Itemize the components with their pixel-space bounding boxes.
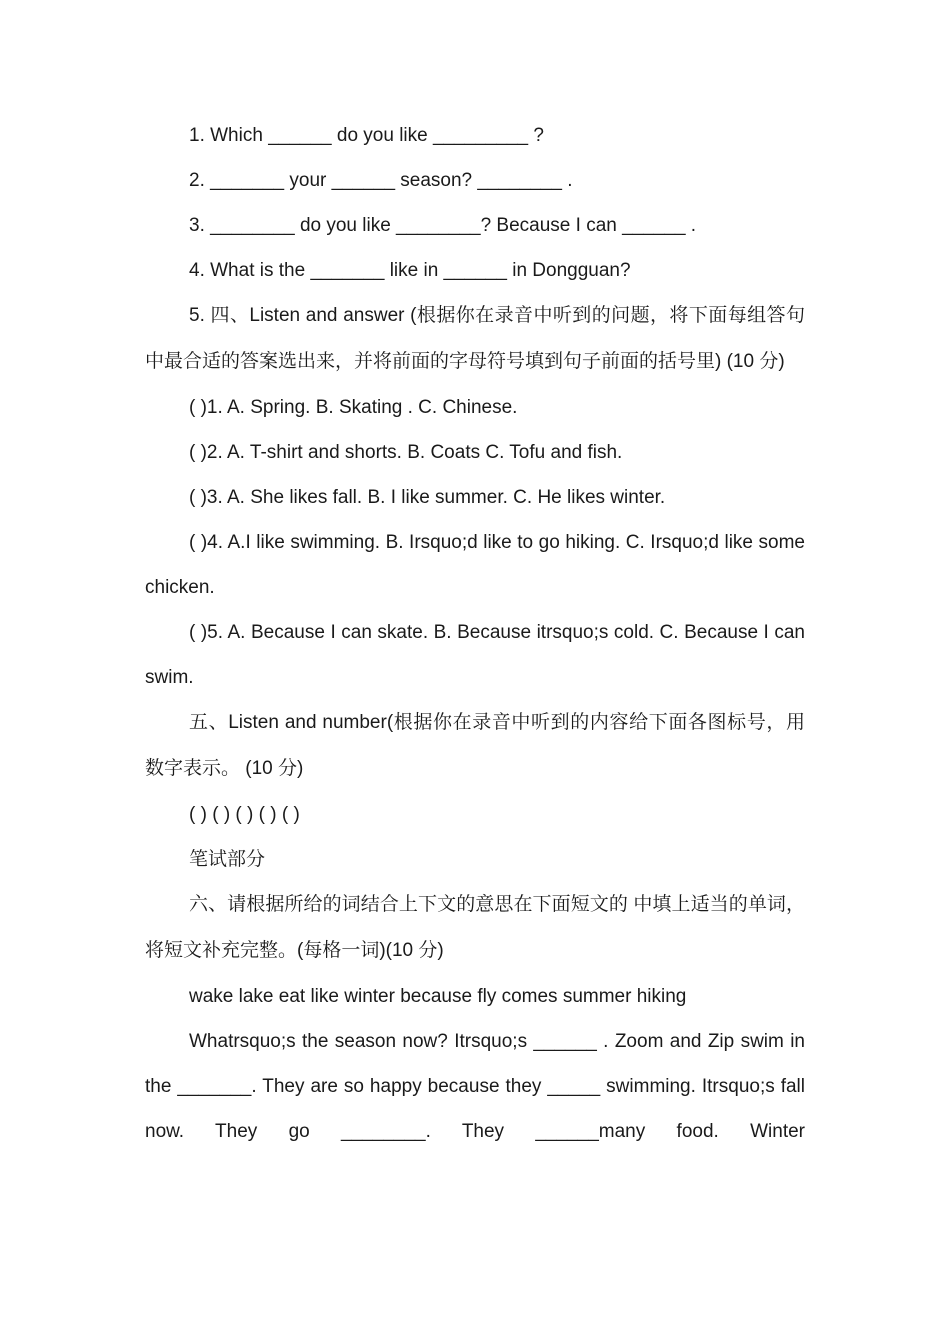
question-2: 2. _______ your ______ season? ________ . [189,170,573,191]
written-part-heading: 笔试部分 [189,849,266,870]
answer-option-2: ( )2. A. T-shirt and shorts. B. Coats C. Tofu and fish. [189,442,623,463]
section-4-heading: 5. 四、Listen and answer (根据你在录音中听到的问题，将下面每组答句中最合适的答案选出来，并将前面的字母符号填到句子前面的括号里) (10 分) [145,305,805,372]
section-6-heading: 六、请根据所给的词结合上下文的意思在下面短文的 中填上适当的单词，将短文补充完整。(每格一词)(10 分) [145,894,805,961]
answer-option-4: ( )4. A.I like swimming. B. Irsquo;d like to go hiking. C. Irsquo;d like some chicken. [145,532,805,598]
section-5-heading: 五、Listen and number(根据你在录音中听到的内容给下面各图标号，用数字表示。 (10 分) [145,712,805,779]
cloze-passage: Whatrsquo;s the season now? Itrsquo;s ______ . Zoom and Zip swim in the _______. They are so happy because they _____ swimming. Itrsquo;s fall now. They go ________. They ______many food. Winter [145,1031,805,1142]
answer-option-1: ( )1. A. Spring. B. Skating . C. Chinese. [189,397,518,418]
question-4: 4. What is the _______ like in ______ in Dongguan? [189,260,631,281]
numbering-blanks: ( ) ( ) ( ) ( ) ( ) [189,804,300,825]
answer-option-3: ( )3. A. She likes fall. B. I like summer. C. He likes winter. [189,487,666,508]
question-3: 3. ________ do you like ________? Because I can ______ . [189,215,697,236]
document-page [145,113,805,1154]
answer-option-5: ( )5. A. Because I can skate. B. Because itrsquo;s cold. C. Because I can swim. [145,622,805,688]
word-bank: wake lake eat like winter because fly comes summer hiking [189,986,687,1007]
question-1: 1. Which ______ do you like _________ ? [189,125,544,146]
